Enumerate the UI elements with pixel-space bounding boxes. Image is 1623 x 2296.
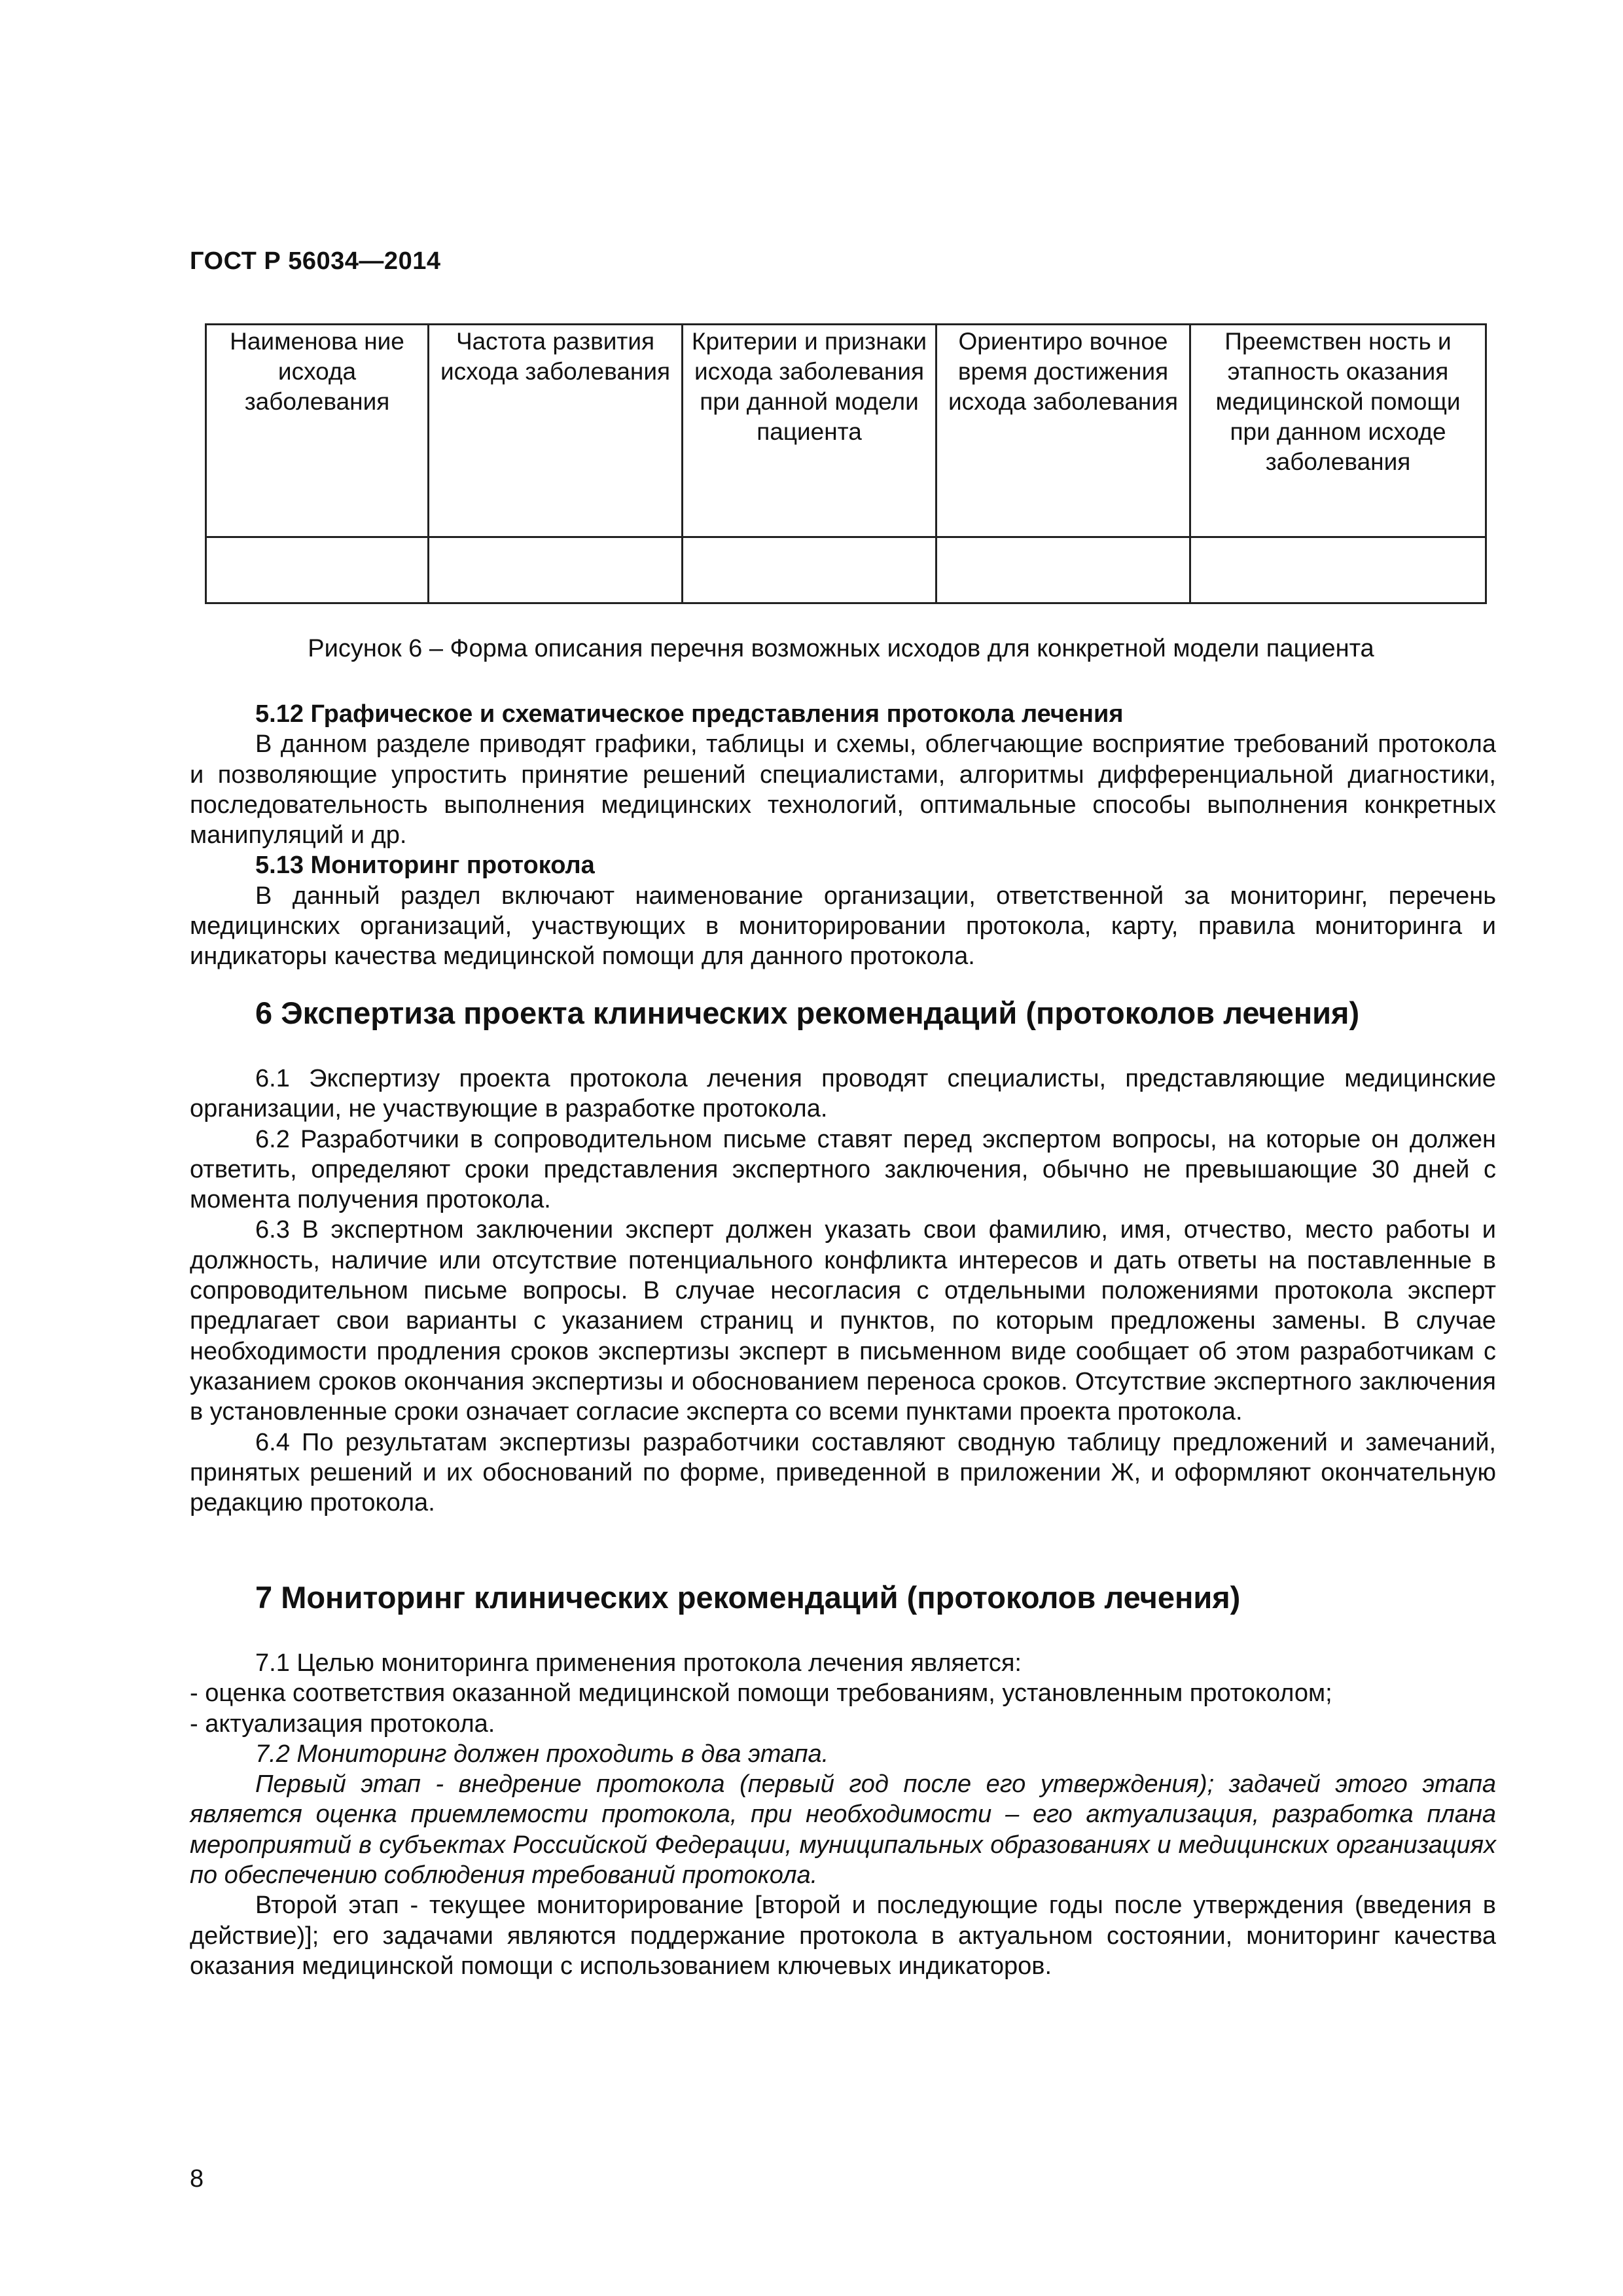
paragraph: 6.3 В экспертном заключении эксперт должен указать свои фамилию, имя, отчество, место работы и должность, наличие или отсутствие потенциального конфликта интересов и дать ответы на поставленные в сопроводительном письме вопросы. В случае несогласия с отдельными положениями протокола эксперт предлагает свои варианты с указанием страниц и пунктов, по которым предложены замены. В случае необходимости продления сроков экспертизы эксперт в письменном виде сообщает об этом разработчикам с указанием сроков окончания экспертизы и обоснованием переноса сроков. Отсутствие экспертного заключения в установленные сроки означает согласие эксперта со всеми пунктами проекта протокола. [190, 1216, 1496, 1426]
table-header-row [206, 325, 1486, 537]
section-title-6: 6 Экспертиза проекта клинических рекомендаций (протоколов лечения) [255, 996, 1360, 1030]
table-header-cell: Критерии и признаки исхода заболевания при данной модели пациента [683, 325, 936, 537]
table-empty-row [206, 537, 1486, 603]
paragraph: Первый этап - внедрение протокола (первый год после его утверждения); задачей этого этапа является оценка приемлемости протокола, при необходимости – его актуализация, разработка плана мероприятий в субъектах Российской Федерации, муниципальных образованиях и медицинских организациях по обеспечению соблюдения требований протокола. [190, 1770, 1496, 1890]
section-heading: 5.13 Мониторинг протокола [255, 852, 595, 880]
paragraph: Второй этап - текущее мониторирование [второй и последующие годы после утверждения (введения в действие)]; его задачами являются поддержание протокола в актуальном состоянии, мониторинг качества оказания медицинской помощи с использованием ключевых индикаторов. [190, 1892, 1496, 1980]
table-cell [429, 537, 683, 603]
standard-header: ГОСТ Р 56034—2014 [190, 247, 441, 275]
table-header-cell: Ориентиро вочное время достижения исхода заболевания [936, 325, 1190, 537]
table-header-cell: Преемствен ность и этапность оказания медицинской помощи при данном исходе заболевания [1190, 325, 1486, 537]
paragraph: 7.2 Мониторинг должен проходить в два этапа. [255, 1740, 829, 1768]
table-cell [1190, 537, 1486, 603]
table-cell [206, 537, 429, 603]
paragraph: В данный раздел включают наименование организации, ответственной за мониторинг, перечень медицинских организаций, участвующих в мониторировании протокола, карту, правила мониторинга и индикаторы качества медицинской помощи для данного протокола. [190, 882, 1496, 971]
section-7-body [190, 1648, 1496, 1981]
section-title-7: 7 Мониторинг клинических рекомендаций (протоколов лечения) [255, 1580, 1241, 1615]
paragraph: 6.4 По результатам экспертизы разработчики составляют сводную таблицу предложений и замечаний, принятых решений и их обоснований по форме, приведенной в приложении Ж, и оформляют окончательную редакцию протокола. [190, 1428, 1496, 1517]
page-number: 8 [190, 2165, 204, 2193]
list-item: - актуализация протокола. [190, 1710, 495, 1738]
table-header-cell: Частота развития исхода заболевания [429, 325, 683, 537]
outcomes-form-table [205, 323, 1487, 604]
table-cell [683, 537, 936, 603]
section-heading: 5.12 Графическое и схематическое представления протокола лечения [255, 700, 1124, 728]
paragraph: 6.2 Разработчики в сопроводительном письме ставят перед экспертом вопросы, на которые он должен ответить, определяют сроки представления экспертного заключения, обычно не превышающие 30 дней с момента получения протокола. [190, 1125, 1496, 1214]
sections-5-12-5-13 [190, 699, 1496, 972]
section-6-body [190, 1064, 1496, 1518]
table-header-cell: Наименова ние исхода заболевания [206, 325, 429, 537]
paragraph: 6.1 Экспертизу проекта протокола лечения проводят специалисты, представляющие медицинские организации, не участвующие в разработке протокола. [190, 1065, 1496, 1123]
paragraph: В данном разделе приводят графики, таблицы и схемы, облегчающие восприятие требований протокола и позволяющие упростить принятие решений специалистами, алгоритмы дифференциальной диагностики, последовательность выполнения медицинских технологий, оптимальные способы выполнения конкретных манипуляций и др. [190, 730, 1496, 850]
figure-caption: Рисунок 6 – Форма описания перечня возможных исходов для конкретной модели пациента [308, 635, 1374, 662]
list-item: - оценка соответствия оказанной медицинской помощи требованиям, установленным протоколом; [190, 1679, 1332, 1708]
table-cell [936, 537, 1190, 603]
paragraph: 7.1 Целью мониторинга применения протокола лечения является: [255, 1649, 1022, 1677]
